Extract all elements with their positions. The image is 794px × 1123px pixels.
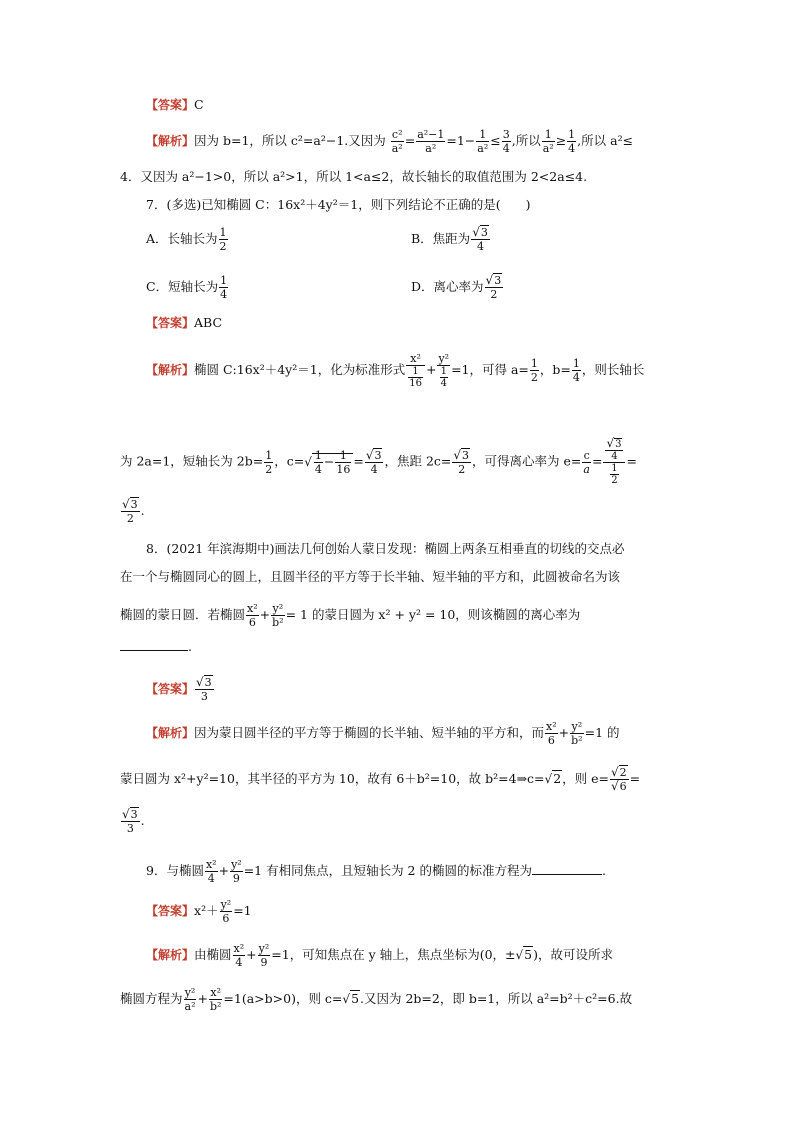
q7-stem: 7．(多选)已知椭圆 C：16x²＋4y²＝1，则下列结论不正确的是( )	[146, 197, 531, 212]
fraction: $\frac{√3}{2}$	[122, 497, 138, 525]
q7-option-a: A．长轴长为 $\frac{1}{2}$	[146, 226, 227, 253]
sqrt: √2	[544, 771, 562, 786]
q8-analysis-line1: 【解析】因为蒙日圆半径的平方等于椭圆的长半轴、短半轴的平方和，而 $\frac{\text{x²}}{6}$ + $\frac{\text{y²}}{\text{b²}}$ =1 的	[146, 720, 620, 747]
sqrt: √ $\frac{1}{4}$ − $\frac{1}{16}$	[304, 449, 353, 476]
fraction: $\frac{1}{2}$	[530, 357, 538, 384]
q6-analysis-line1: 【解析】因为 b=1，所以 c²=a²−1.又因为 $\frac{\text{c²}}{\text{a²}}$ = $\frac{\text{a²−1}}{\text{a²}}$ =1− $\frac{1}{\text{a²}}$ ≤ $\frac{3}{4}$ ,所以 $\frac{1}{\text{a²}}$ ≥ $\frac{1}{4}$ ,所以 a²≤	[146, 128, 634, 155]
sqrt: √5	[342, 991, 360, 1006]
fraction: $\frac{√3}{4}$	[472, 225, 488, 253]
fraction: $\frac{\text{x²}}{4}$	[233, 942, 245, 969]
q8-stem-line4: .	[120, 638, 192, 656]
q7-analysis-line1: 【解析】椭圆 C:16x²＋4y²＝1，化为标准形式 $\frac{\text{x²}}{\frac{1}{16}}$ + $\frac{\text{y²}}{\frac{1}{4}}$ =1，可得 a= $\frac{1}{2}$ ，b= $\frac{1}{4}$ ，则长轴长	[146, 352, 645, 389]
fraction: $\frac{\text{x²}}{\text{b²}}$	[209, 986, 222, 1013]
q7-answer: ABC	[194, 315, 223, 330]
fraction: $\frac{√3}{2}$	[453, 447, 470, 476]
fraction: $\frac{1}{2}$	[219, 226, 227, 253]
q7-answer-line	[146, 314, 222, 332]
q7-analysis-line2: 为 2a=1，短轴长为 2b= $\frac{1}{2}$ ，c=√ $\frac{1}{4}$ − $\frac{1}{16}$ = $\frac{√3}{4}$ ，焦距 2c= $\frac{√3}{2}$ ，可得离心率为 e= $\frac{c}{a}$ = $\frac{\frac{√3}{4}}{\frac{1}{2}}$ =	[120, 436, 637, 486]
q8-stem-line2: 在一个与椭圆同心的圆上，且圆半径的平方等于长半轴、短半轴的平方和，此圆被命名为该	[120, 569, 621, 584]
q6-answer: C	[194, 97, 204, 112]
fraction: $\frac{1}{4}$	[568, 128, 576, 155]
q6-answer-line	[146, 96, 204, 114]
answer-label: 【答案】	[146, 98, 195, 112]
fraction: $\frac{\text{y²}}{\text{b²}}$	[571, 720, 583, 747]
fraction: $\frac{\text{y²}}{\text{a²}}$	[184, 986, 196, 1013]
analysis-label: 【解析】	[146, 363, 195, 377]
analysis-label: 【解析】	[146, 948, 195, 962]
fraction: $\frac{\text{a²−1}}{\text{a²}}$	[417, 128, 445, 155]
answer-label: 【答案】	[146, 904, 195, 918]
q9-stem: 9．与椭圆 $\frac{\text{x²}}{4}$ + $\frac{\text{y²}}{9}$ =1 有相同焦点，且短轴长为 2 的椭圆的标准方程为 .	[146, 858, 606, 885]
sqrt: √3	[472, 225, 488, 239]
sqrt: √5	[515, 947, 533, 962]
q9-answer-line: 【答案】x²＋ $\frac{\text{y²}}{6}$ =1	[146, 898, 252, 925]
fraction: $\frac{√3}{4}$	[365, 447, 382, 476]
q7-option-c: C．短轴长为 $\frac{1}{4}$	[146, 274, 228, 301]
answer-label: 【答案】	[146, 316, 195, 330]
q8-analysis-line3: $\frac{√3}{3}$ .	[122, 807, 145, 835]
q7-option-b: B．焦距为 $\frac{√3}{4}$	[411, 225, 488, 253]
fraction: $\frac{1}{4}$	[220, 274, 228, 301]
answer-blank[interactable]	[532, 862, 602, 875]
fraction: $\frac{1}{4}$	[572, 357, 580, 384]
fraction: $\frac{c}{a}$	[583, 448, 590, 476]
fraction: $\frac{√3}{3}$	[122, 807, 138, 835]
answer-label: 【答案】	[146, 682, 195, 696]
fraction: $\frac{\text{y²}}{\text{b²}}$	[272, 602, 284, 629]
q7-analysis-line3: $\frac{√3}{2}$ .	[122, 497, 145, 525]
fraction: $\frac{1}{\text{a²}}$	[477, 128, 489, 155]
q8-stem-line1: 8．(2021 年滨海期中)画法几何创始人蒙日发现：椭圆上两条互相垂直的切线的交点必	[146, 541, 625, 556]
q8-stem-line3: 椭圆的蒙日圆．若椭圆 $\frac{\text{x²}}{6}$ + $\frac{\text{y²}}{\text{b²}}$ = 1 的蒙日圆为 x² + y² = 10，则该椭圆的离心率为	[120, 602, 581, 629]
fraction: $\frac{\text{y²}}{9}$	[231, 858, 242, 885]
q8-answer-line	[146, 676, 215, 703]
fraction: $\frac{√3}{2}$	[485, 273, 502, 301]
q7-option-d: D．离心率为 $\frac{√3}{2}$	[411, 273, 502, 301]
q8-analysis-line2: 蒙日圆为 x²+y²=10，其半径的平方为 10，故有 6＋b²=10，故 b²=4⇒c=√2，则 e= $\frac{√2}{√6}$ =	[120, 765, 641, 793]
answer-blank[interactable]	[120, 638, 188, 651]
fraction: $\frac{1}{\text{a²}}$	[542, 128, 554, 155]
sqrt: √3	[485, 273, 502, 287]
q6-analysis-line2: 4．又因为 a²−1>0，所以 a²>1，所以 1<a≤2，故长轴长的取值范围为 2<2a≤4.	[120, 169, 588, 184]
q8-answer: $\frac{√3}{3}$	[196, 675, 212, 703]
analysis-label: 【解析】	[146, 726, 195, 740]
fraction: $\frac{\text{c²}}{\text{a²}}$	[391, 128, 403, 155]
fraction: $\frac{\frac{√3}{4}}{\frac{1}{2}}$	[603, 438, 625, 486]
analysis-label: 【解析】	[146, 134, 195, 148]
fraction: $\frac{\text{x²}}{6}$	[546, 720, 557, 747]
fraction: $\frac{3}{4}$	[502, 128, 510, 155]
q9-analysis-line2: 椭圆方程为 $\frac{\text{y²}}{\text{a²}}$ + $\frac{\text{x²}}{\text{b²}}$ =1(a>b>0)，则 c=√5.又因为 2b=2，即 b=1，所以 a²=b²＋c²=6.故	[120, 986, 633, 1013]
fraction: $\frac{\text{x²}}{\frac{1}{16}}$	[406, 352, 425, 389]
fraction: $\frac{√2}{√6}$	[611, 765, 627, 793]
fraction: $\frac{\text{y²}}{\frac{1}{4}}$	[438, 352, 450, 389]
fraction: $\frac{\text{x²}}{4}$	[205, 858, 217, 885]
fraction: $\frac{1}{2}$	[265, 448, 273, 476]
fraction: $\frac{\text{x²}}{6}$	[247, 602, 258, 629]
fraction: $\frac{\text{y²}}{9}$	[258, 942, 270, 969]
q9-analysis-line1: 【解析】由椭圆 $\frac{\text{x²}}{4}$ + $\frac{\text{y²}}{9}$ =1，可知焦点在 y 轴上，焦点坐标为(0，±√5)，故可设所求	[146, 942, 614, 969]
fraction: $\frac{\text{y²}}{6}$	[220, 898, 232, 925]
